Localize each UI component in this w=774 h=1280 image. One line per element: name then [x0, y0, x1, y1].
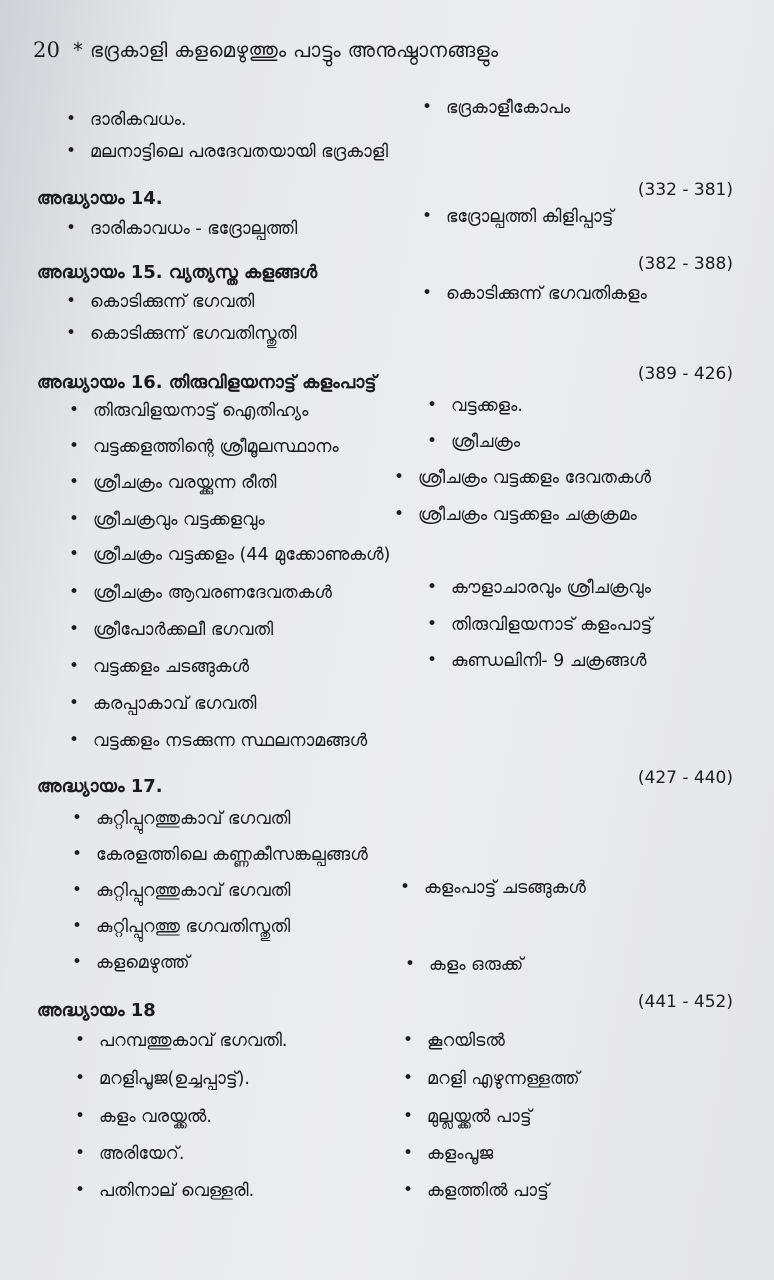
toc-item: • അരിയേറ്.	[99, 1144, 184, 1164]
toc-item: • കരപ്പാകാവ് ഭഗവതി	[93, 694, 256, 714]
toc-item: • കുണ്ഡലിനി- 9 ചക്രങ്ങൾ	[451, 651, 646, 671]
toc-item: • മലനാട്ടിലെ പരദേവതയായി ഭദ്രകാളി	[90, 142, 388, 162]
chapter-heading	[37, 992, 733, 1021]
toc-item: • കുറ്റിപ്പുറത്തുകാവ് ഭഗവതി	[96, 881, 290, 901]
toc-item: • പതിനാല് വെള്ളരി.	[99, 1181, 254, 1201]
toc-item: • ശ്രീചക്രം വട്ടക്കളം ചക്രക്രമം	[418, 505, 637, 525]
toc-item: • കളം ഒരുക്ക്	[429, 955, 523, 975]
chapter-title: അദ്ധ്യായം 15. വ്യത്യസ്ത കളങ്ങൾ	[37, 262, 318, 283]
page-range: (382 - 388)	[637, 254, 733, 274]
toc-item: • വട്ടക്കളത്തിന്റെ ശ്രീമൂലസ്ഥാനം	[93, 437, 339, 457]
toc-item: • ദാരികാവധം - ഭദ്രോല്പത്തി	[90, 219, 297, 239]
toc-item: • കളമെഴുത്ത്	[96, 953, 190, 973]
toc-item: • കൊടിക്കുന്ന് ഭഗവതി	[90, 292, 254, 312]
toc-item: • ഭദ്രകാളീകോപം	[446, 98, 570, 118]
toc-item: • കൗളാചാരവും ശ്രീചക്രവും	[451, 578, 651, 598]
chapter-title: അദ്ധ്യായം 18	[37, 1000, 156, 1021]
toc-item: • ശ്രീചക്രം	[451, 432, 520, 452]
chapter-heading	[37, 768, 733, 797]
page-number: 20	[33, 38, 61, 62]
running-title: ഭദ്രകാളി കളമെഴുത്തും പാട്ടും അനുഷ്ഠാനങ്ങളും	[89, 38, 499, 62]
toc-item: • ശ്രീചക്രം വട്ടക്കളം (44 മുക്കോണുകൾ)	[93, 545, 390, 565]
toc-item: • കുറ്റിപ്പുറത്തു ഭഗവതിസ്തുതി	[96, 917, 290, 937]
toc-item: • കൊടിക്കുന്ന് ഭഗവതികളം	[446, 284, 647, 304]
chapter-title: അദ്ധ്യായം 17.	[37, 776, 163, 797]
toc-item: • തിരുവിളയനാട്ട് ഐതിഹ്യം	[93, 401, 308, 421]
toc-item: • ശ്രീപോർക്കലീ ഭഗവതി	[93, 620, 273, 640]
toc-item: • മറളി എഴുന്നള്ളത്ത്	[427, 1069, 580, 1089]
toc-item: • വട്ടക്കളം.	[451, 396, 523, 416]
toc-item: • കുറ്റിപ്പുറത്തുകാവ് ഭഗവതി	[96, 809, 290, 829]
chapter-title: അദ്ധ്യായം 14.	[37, 188, 163, 209]
toc-item: • കൂറയിടൽ	[427, 1031, 505, 1051]
toc-item: • ദാരികവധം.	[90, 110, 187, 130]
chapter-heading	[37, 254, 733, 283]
toc-item: • ശ്രീചക്രം ആവരണദേവതകൾ	[93, 583, 332, 603]
toc-item: • മറളിപൂജ(ഉച്ചപ്പാട്ട്).	[99, 1069, 250, 1089]
toc-item: • കളത്തിൽ പാട്ട്	[427, 1181, 549, 1201]
toc-item: • കളംപാട്ട് ചടങ്ങുകൾ	[424, 878, 586, 898]
toc-item: • ശ്രീചക്രം വട്ടക്കളം ദേവതകൾ	[418, 468, 651, 488]
toc-item: • ശ്രീചക്രം വരയ്ക്കുന്ന രീതി	[93, 473, 276, 493]
toc-item: • കളം വരയ്ക്കൽ.	[99, 1107, 212, 1127]
toc-item: • തിരുവിളയനാട് കളംപാട്ട്	[451, 615, 652, 635]
header-marker: *	[73, 38, 84, 62]
page-range: (332 - 381)	[637, 180, 733, 200]
page-range: (389 - 426)	[637, 364, 733, 384]
toc-item: • ശ്രീചക്രവും വട്ടക്കളവും	[93, 510, 265, 530]
page-range: (441 - 452)	[637, 992, 733, 1012]
page-header	[33, 38, 753, 62]
toc-item: • വട്ടക്കളം ചടങ്ങുകൾ	[93, 657, 249, 677]
chapter-heading	[37, 180, 733, 209]
page-range: (427 - 440)	[637, 768, 733, 788]
chapter-heading	[37, 364, 733, 393]
chapter-title: അദ്ധ്യായം 16. തിരുവിളയനാട്ട് കളംപാട്ട്	[37, 372, 377, 393]
toc-item: • ഭദ്രോല്പത്തി കിളിപ്പാട്ട്	[446, 207, 613, 227]
toc-item: • മുല്ലയ്ക്കൽ പാട്ട്	[427, 1107, 532, 1127]
toc-item: • കളംപൂജ	[427, 1144, 493, 1164]
toc-item: • വട്ടക്കളം നടക്കുന്ന സ്ഥലനാമങ്ങൾ	[93, 731, 367, 751]
toc-item: • കേരളത്തിലെ കണ്ണകീസങ്കല്പങ്ങൾ	[96, 845, 368, 865]
toc-item: • കൊടിക്കുന്ന് ഭഗവതിസ്തുതി	[90, 324, 297, 344]
toc-item: • പറമ്പത്തുകാവ് ഭഗവതി.	[99, 1031, 287, 1051]
